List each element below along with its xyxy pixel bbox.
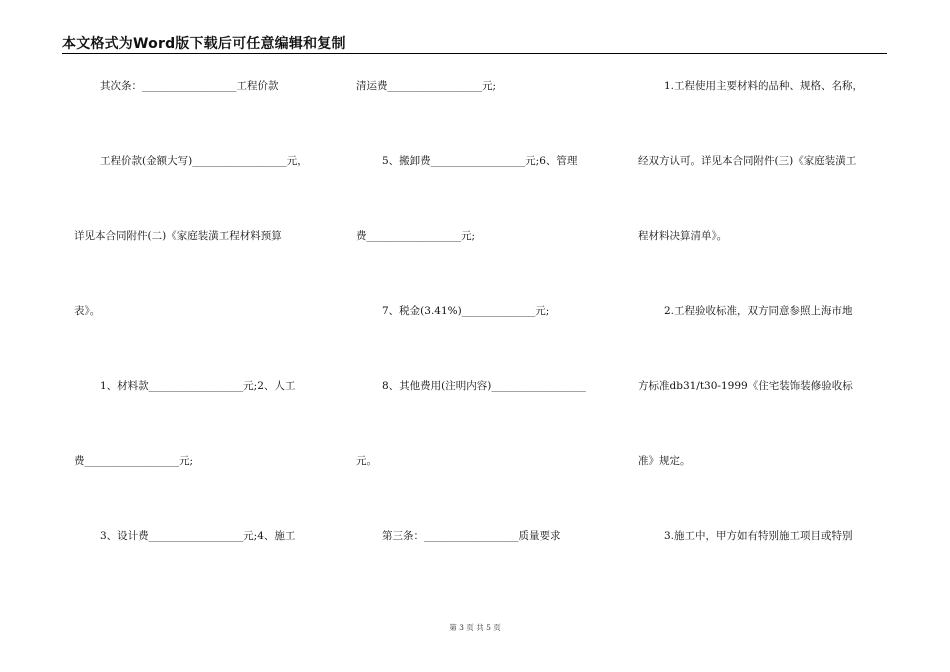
- text-line: 费__________________元;: [74, 455, 194, 467]
- text-line: 其次条：__________________工程价款: [100, 80, 279, 92]
- text-line: 5、搬卸费__________________元;6、管理: [382, 155, 578, 167]
- text-line: 经双方认可。详见本合同附件(三)《家庭装潢工: [638, 155, 857, 167]
- text-line: 清运费__________________元;: [356, 80, 497, 92]
- text-line: 2.工程验收标准，双方同意参照上海市地: [664, 305, 853, 317]
- text-line: 3.施工中，甲方如有特别施工项目或特别: [664, 530, 853, 542]
- text-line: 工程价款(金额大写)__________________元，: [100, 155, 308, 167]
- text-line: 详见本合同附件(二)《家庭装潢工程材料预算: [74, 230, 282, 242]
- document-header-title: 本文格式为Word版下载后可任意编辑和复制: [62, 36, 346, 52]
- page-number: 第 3 页 共 5 页: [449, 623, 501, 632]
- text-line: 费__________________元;: [356, 230, 476, 242]
- text-line: 1.工程使用主要材料的品种、规格、名称，: [664, 80, 864, 92]
- text-line: 8、其他费用(注明内容)__________________: [382, 380, 586, 392]
- text-line: 3、设计费__________________元;4、施工: [100, 530, 296, 542]
- text-column-1: [74, 62, 324, 622]
- text-line: 1、材料款__________________元;2、人工: [100, 380, 296, 392]
- text-line: 表》。: [74, 305, 101, 317]
- text-line: 7、税金(3.41%)______________元;: [382, 305, 550, 317]
- text-line: 准》规定。: [638, 455, 691, 467]
- text-column-3: [638, 62, 888, 622]
- text-line: 元。: [356, 455, 377, 467]
- text-line: 第三条：__________________质量要求: [382, 530, 561, 542]
- text-column-2: [356, 62, 606, 622]
- header-divider: [62, 53, 887, 54]
- text-line: 方标准db31/t30-1999《住宅装饰装修验收标: [638, 380, 853, 392]
- text-line: 程材料决算清单》。: [638, 230, 728, 242]
